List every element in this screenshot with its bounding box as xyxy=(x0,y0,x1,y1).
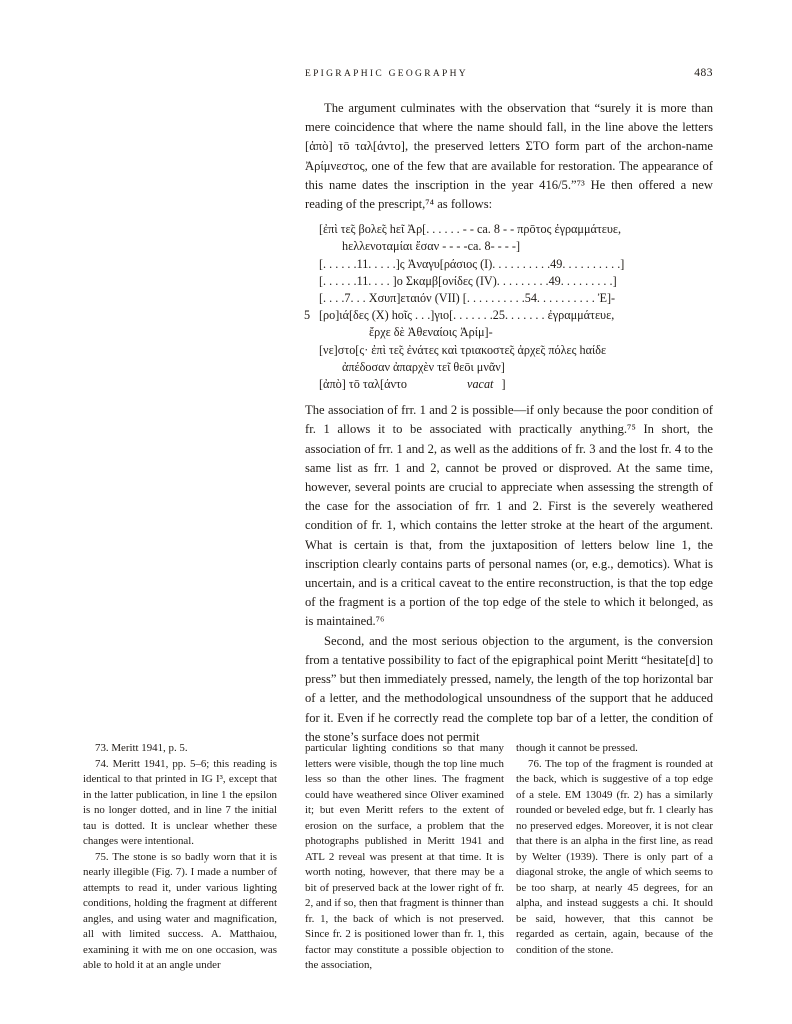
footnote-75-continued: particular lighting conditions so that many letters were visible, though the top line much less so than the other lines. The fragment could have weathered since Oliver examined it; but even Meritt refers to the extent of erosion on the surface, a problem that the photographs published in Meritt 1941 and ATL 2 reveal was present at that time. It is worth noting, however, that there may be a bit of preserved back at the lower right of fr. 2, and if so, then that fragment is thinner than fr. 1, the back of which is not preserved. Since fr. 2 is positioned lower than fr. 1, this factor may constitute a possible objection to the association, xyxy=(305,742,504,971)
footnote-74: 74. Meritt 1941, pp. 5–6; this reading is identical to that printed in IG I³, except that in the latter publication, in line 1 the epsilon is no longer dotted, and in line 7 the initial tau is dotted. It is unclear whether these changes were intentional. xyxy=(83,757,277,847)
greek-line-text: [ἀπὸ] τō ταλ[άντο xyxy=(319,377,407,392)
footnote-column-3 xyxy=(516,741,713,958)
running-head-title: EPIGRAPHIC GEOGRAPHY xyxy=(305,69,468,79)
greek-line-text: hελλενοταμίαι ἔσαν - - - -ca. 8- - - -] xyxy=(342,239,521,254)
main-text-block xyxy=(305,99,713,747)
greek-line-text: [ρο]ιά[δες (X) hοῖς . . .]γιο[. . . . . . .25. . . . . . . ἐγραμμάτευε, xyxy=(319,308,615,323)
greek-line xyxy=(319,238,713,255)
greek-line-text: [. . . . . .11. . . . .]ς Ἀναγυ[ράσιος (I). . . . . . . . . .49. . . . . . . . . .] xyxy=(319,256,625,271)
vacat-label: vacat xyxy=(467,377,494,392)
greek-line xyxy=(319,342,713,359)
footnote-column-1 xyxy=(83,741,277,974)
greek-line-text: [. . . .7. . . Χσυπ]εταιόν (VII) [. . . . . . . . . .54. . . . . . . . . . Ἐ]- xyxy=(319,291,616,306)
vacat-closing-bracket: ] xyxy=(501,377,506,392)
greek-line xyxy=(319,290,713,307)
greek-line-number: 5 xyxy=(304,308,311,323)
greek-line xyxy=(319,376,713,393)
page-number: 483 xyxy=(694,67,713,79)
greek-line xyxy=(319,273,713,290)
paragraph-association: The association of frr. 1 and 2 is possible—if only because the poor condition of fr. 1 allows it to be associated with practically anything.⁷⁵ In short, the association of frr. 1 and 2, as well as the additions of fr. 3 and the lost fr. 4 to the same list as frr. 1 and 2, cannot be proved or disproved. At the same time, however, several points are crucial to appreciate when assessing the strength of the case for the association of frr. 1 and 2. First is the severely weathered condition of fr. 1, which contains the letter stroke at the heart of the argument. What is certain is that, from the juxtaposition of letters below line 1, the inscription clearly contains parts of personal names (or, e.g., demotics). What is uncertain, and is a critical caveat to the entire reconstruction, is that the top edge of the fragment is a portion of the top edge of the stele to which it belonged, as is maintained.⁷⁶ xyxy=(305,403,713,629)
greek-line-text: ἔρχε δὲ Ἀθεναίοις Ἀρίμ]- xyxy=(369,325,493,340)
greek-line xyxy=(304,307,713,324)
footnote-75-end: though it cannot be pressed. xyxy=(516,742,638,754)
greek-line xyxy=(319,324,713,341)
greek-prescript-block xyxy=(304,221,713,393)
greek-line-text: [. . . . . .11. . . . ]ο Σκαμβ[ονίδες (IV). . . . . . . . .49. . . . . . . . .] xyxy=(319,273,617,288)
greek-line-text: [ἐπὶ τε̃ς βολε̃ς hε̃ι Ἀρ[. . . . . . - - ca. 8 - - πρōτος ἐγραμμάτευε, xyxy=(319,222,622,237)
footnote-73: 73. Meritt 1941, p. 5. xyxy=(95,742,188,754)
footnote-76: 76. The top of the fragment is rounded at the back, which is suggestive of a top edge of a stele. EM 13049 (fr. 2) has a similarly rounded or beveled edge, but fr. 1 clearly has no preserved edges. Moreover, it is not clear that there is an alpha in the first line, as read by Welter (1939). There is only part of a diagonal stroke, the angle of which seems to be too sharp, at nearly 45 degrees, for an alpha, and instead suggests a chi. It should be said, however, that this cannot be regarded as certain, again, because of the condition of the stone. xyxy=(516,757,713,956)
greek-line xyxy=(319,256,713,273)
footnote-75: 75. The stone is so badly worn that it is nearly illegible (Fig. 7). I made a number of attempts to read it, under various lighting conditions, holding the fragment at different angles, and using water and magnification, all with limited success. A. Matthaiou, examining it with me on one occasion, was able to hold it at an angle under xyxy=(83,850,277,971)
greek-line xyxy=(319,221,713,238)
greek-line xyxy=(319,359,713,376)
page-header xyxy=(305,67,713,79)
footnote-column-2 xyxy=(305,741,504,974)
paragraph-second-objection: Second, and the most serious objection to the argument, is the conversion from a tentative possibility to fact of the epigraphical point Meritt “hesitate[d] to press” but then immediately pressed, namely, the length of the top horizontal bar of a letter, and the methodological unsoundness of the support that he adduced for it. Even if he correctly read the complete top bar of a letter, the condition of the stone’s surface does not permit xyxy=(305,633,713,744)
greek-line-text: [νε]στο[ς· ἐπὶ τε̃ς ἐνάτες καὶ τριακοστε̃ς ἀρχε̃ς πόλες hαίδε xyxy=(319,342,607,357)
greek-line-text: ἀπέδοσαν ἀπαρχὲν τε̃ι θεōι μνᾶν] xyxy=(342,359,505,374)
paragraph-argument-culminates: The argument culminates with the observation that “surely it is more than mere coincidence that where the name should fall, in the line above the letters [ἀπὸ] τō ταλ[άντο], the preserved letters ΣΤΟ form part of the archon-name Ἀρίμνεστος, one of the few that are available for restoration. The appearance of this name dates the inscription in the year 416/5.”⁷³ He then offered a new reading of the prescript,⁷⁴ as follows: xyxy=(305,101,713,212)
